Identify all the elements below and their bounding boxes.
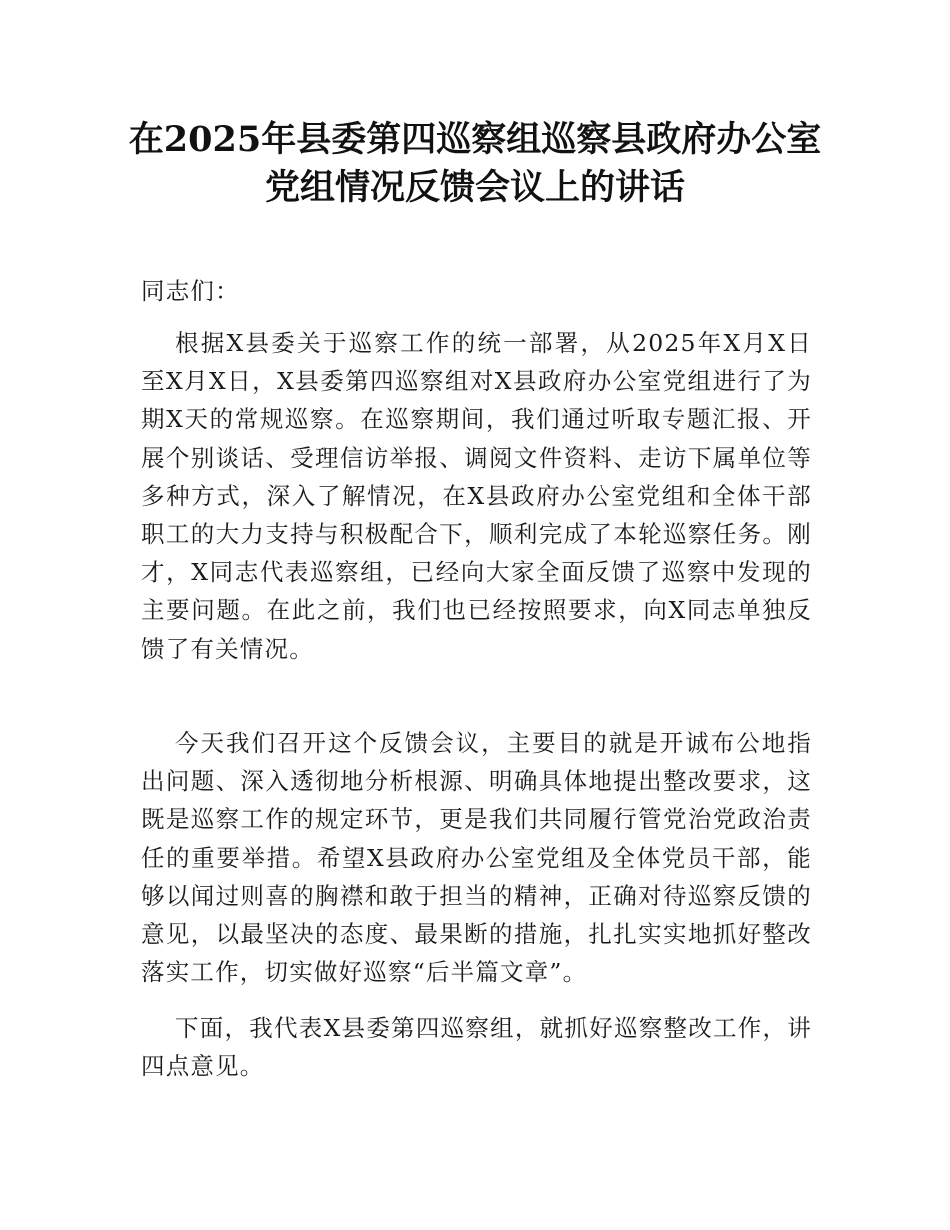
paragraph-2: 今天我们召开这个反馈会议，主要目的就是开诚布公地指出问题、深入透彻地分析根源、明确具体地提出整改要求，这既是巡察工作的规定环节，更是我们共同履行管党治党政治责任的重要举措。希望X县政府办公室党组及全体党员干部，能够以闻过则喜的胸襟和敢于担当的精神，正确对待巡察反馈的意见，以最坚决的态度、最果断的措施，扎扎实实地抓好整改落实工作，切实做好巡察“后半篇文章”。 — [141, 729, 812, 987]
salutation: 同志们： — [141, 277, 240, 305]
paragraph-3: 下面，我代表X县委第四巡察组，就抓好巡察整改工作，讲四点意见。 — [141, 1014, 812, 1081]
paragraph-1: 根据X县委关于巡察工作的统一部署，从2025年X月X日至X月X日，X县委第四巡察组对X县政府办公室党组进行了为期X天的常规巡察。在巡察期间，我们通过听取专题汇报、开展个别谈话、受理信访举报、调阅文件资料、走访下属单位等多种方式，深入了解情况，在X县政府办公室党组和全体干部职工的大力支持与积极配合下，顺利完成了本轮巡察任务。刚才，X同志代表巡察组，已经向大家全面反馈了巡察中发现的主要问题。在此之前，我们也已经按照要求，向X同志单独反馈了有关情况。 — [141, 329, 812, 663]
document-title-line-1: 在2025年县委第四巡察组巡察县政府办公室 — [128, 119, 822, 160]
document-title-line-2: 党组情况反馈会议上的讲话 — [264, 167, 685, 208]
